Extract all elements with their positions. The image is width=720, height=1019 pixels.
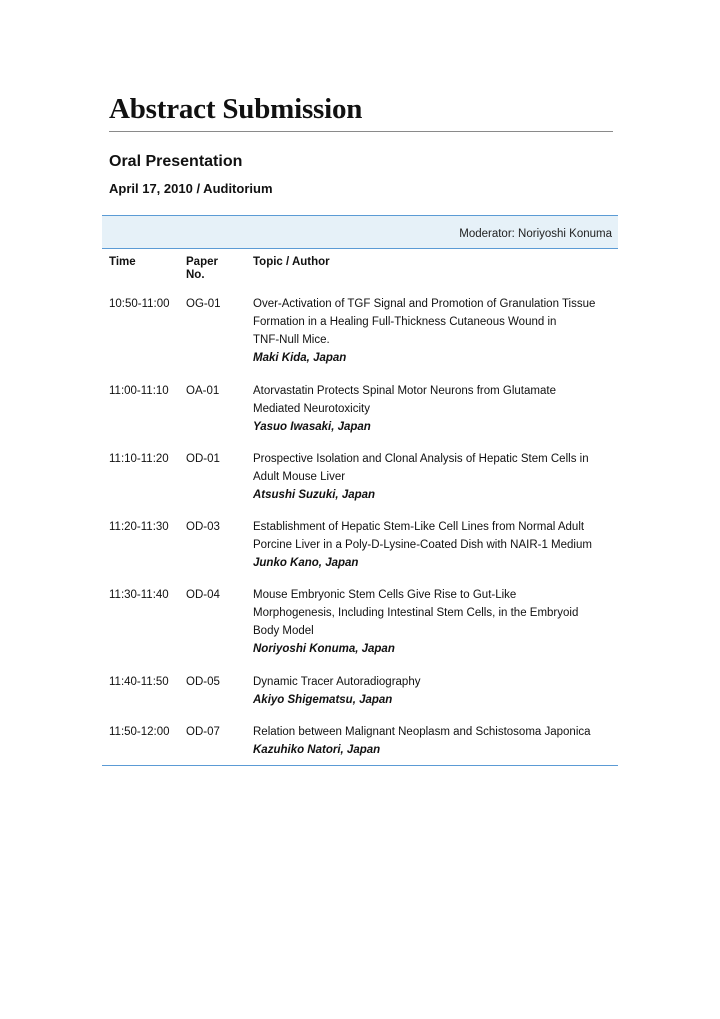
row-topic bbox=[253, 723, 618, 759]
row-author: Kazuhiko Natori, Japan bbox=[253, 744, 381, 756]
row-author: Noriyoshi Konuma, Japan bbox=[253, 643, 395, 655]
row-author: Yasuo Iwasaki, Japan bbox=[253, 421, 371, 433]
row-topic bbox=[253, 450, 618, 504]
topic-line: Atorvastatin Protects Spinal Motor Neurons from Glutamate bbox=[253, 385, 556, 397]
topic-line: Mediated Neurotoxicity bbox=[253, 403, 370, 415]
moderator-band bbox=[102, 215, 618, 249]
row-topic bbox=[253, 586, 618, 658]
header-paper bbox=[186, 256, 218, 282]
row-time: 11:20-11:30 bbox=[109, 521, 169, 533]
row-time: 11:30-11:40 bbox=[109, 589, 169, 601]
topic-line: Over-Activation of TGF Signal and Promotion of Granulation Tissue bbox=[253, 298, 596, 310]
moderator-label: Moderator: Noriyoshi Konuma bbox=[459, 228, 612, 240]
topic-line: Body Model bbox=[253, 625, 314, 637]
header-paper-line2: No. bbox=[186, 269, 205, 281]
row-time: 11:50-12:00 bbox=[109, 726, 170, 738]
topic-line: Establishment of Hepatic Stem-Like Cell Lines from Normal Adult bbox=[253, 521, 585, 533]
row-paper-no: OD-01 bbox=[186, 453, 220, 465]
topic-line: Prospective Isolation and Clonal Analysis of Hepatic Stem Cells in bbox=[253, 453, 589, 465]
header-topic: Topic / Author bbox=[253, 256, 330, 268]
row-paper-no: OD-04 bbox=[186, 589, 220, 601]
topic-line: Porcine Liver in a Poly-D-Lysine-Coated Dish with NAIR-1 Medium bbox=[253, 539, 592, 551]
header-time: Time bbox=[109, 256, 136, 268]
row-paper-no: OA-01 bbox=[186, 385, 220, 397]
row-author: Atsushi Suzuki, Japan bbox=[253, 489, 376, 501]
row-topic bbox=[253, 295, 618, 367]
row-author: Maki Kida, Japan bbox=[253, 352, 347, 364]
section-title: Oral Presentation bbox=[109, 153, 243, 170]
topic-line: Mouse Embryonic Stem Cells Give Rise to Gut-Like bbox=[253, 589, 517, 601]
row-time: 11:40-11:50 bbox=[109, 676, 169, 688]
topic-line: Relation between Malignant Neoplasm and Schistosoma Japonica bbox=[253, 726, 591, 738]
topic-line: Dynamic Tracer Autoradiography bbox=[253, 676, 421, 688]
topic-line: TNF-Null Mice. bbox=[253, 334, 330, 346]
row-topic bbox=[253, 673, 618, 709]
header-paper-line1: Paper bbox=[186, 256, 218, 268]
row-paper-no: OG-01 bbox=[186, 298, 221, 310]
row-time: 11:00-11:10 bbox=[109, 385, 169, 397]
row-topic bbox=[253, 382, 618, 436]
row-author: Junko Kano, Japan bbox=[253, 557, 359, 569]
row-author: Akiyo Shigematsu, Japan bbox=[253, 694, 393, 706]
row-time: 11:10-11:20 bbox=[109, 453, 169, 465]
row-topic bbox=[253, 518, 618, 572]
page-title: Abstract Submission bbox=[109, 93, 363, 125]
topic-line: Morphogenesis, Including Intestinal Stem Cells, in the Embryoid bbox=[253, 607, 579, 619]
row-paper-no: OD-03 bbox=[186, 521, 220, 533]
row-paper-no: OD-05 bbox=[186, 676, 220, 688]
row-paper-no: OD-07 bbox=[186, 726, 220, 738]
topic-line: Formation in a Healing Full-Thickness Cutaneous Wound in bbox=[253, 316, 557, 328]
topic-line: Adult Mouse Liver bbox=[253, 471, 346, 483]
table-bottom-divider bbox=[102, 765, 618, 766]
title-divider bbox=[109, 131, 613, 132]
row-time: 10:50-11:00 bbox=[109, 298, 170, 310]
section-subtitle: April 17, 2010 / Auditorium bbox=[109, 181, 273, 196]
